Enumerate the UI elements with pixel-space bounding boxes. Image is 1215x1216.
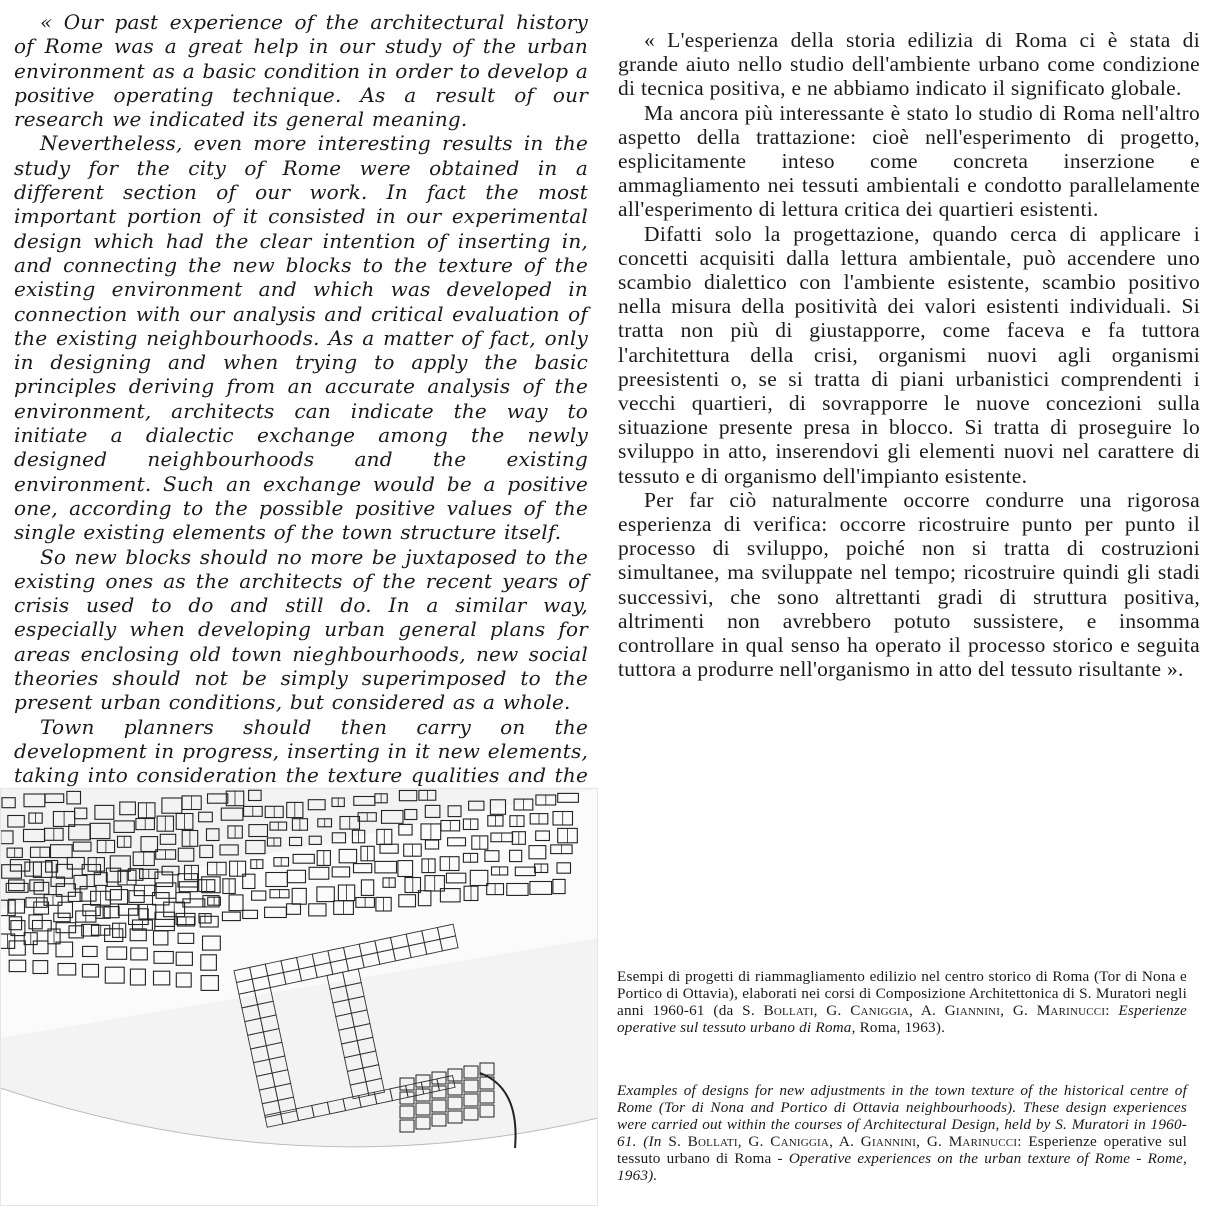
caption-italian-text: Esempi di progetti di riammagliamento edilizio nel centro storico di Roma (Tor di Nona e Portico di Ottavia), elaborati nei corsi di Composizione Architettonica di S. Muratori negli anni 1960-61 (da — [617, 968, 1187, 1019]
caption-italian-tail: , Roma, 1963). — [851, 1019, 946, 1036]
english-paragraph: Town planners should then carry on the development in progress, inserting in it new elements, taking into consideration the texture qualities and the — [14, 714, 588, 788]
caption-english — [617, 1082, 1187, 1184]
english-text-column — [14, 10, 588, 812]
caption-italian-book: Esperienze operative sul tessuto urbano di Roma — [617, 1002, 1187, 1036]
english-paragraph: So new blocks should no more be juxtaposed to the existing ones as the architects of the recent years of crisis used to do and still do. In a similar way, especially when developing urban general plans for areas enclosing old town nieghbourhoods, new social theories should not be simply superimposed to the present urban conditions, but considered as a whole. — [14, 544, 588, 715]
italian-text-column — [618, 28, 1200, 681]
italian-paragraph: « L'esperienza della storia edilizia di Roma ci è stata di grande aiuto nello studio dell'ambiente urbano come condizione di tecnica positiva, e ne abbiamo indicato il significato globale. — [618, 28, 1200, 101]
english-paragraph: « Our past experience of the architectural history of Rome was a great help in our study of the urban environment as a basic condition in order to develop a positive operating technique. As a result of our research we indicated its general meaning. — [14, 10, 588, 132]
urban-plan-drawing-icon — [0, 788, 598, 1206]
urban-plan-figure — [0, 788, 598, 1206]
english-paragraph: Nevertheless, even more interesting results in the study for the city of Rome were obtained in a different section of our work. In fact the most important portion of it consisted in our experimental design which had the clear intention of inserting in, and connecting the new blocks to the texture of the existing environment and which was developed in connection with our analysis and critical evaluation of the existing neighbourhoods. As a matter of fact, only in designing and when trying to apply the basic principles deriving from an accurate analysis of the environment, architects can indicate the way to initiate a dialectic exchange among the newly designed neighbourhoods and the existing environment. Such an exchange would be a positive one, according to the possible positive values of the single existing elements of the town structure itself. — [14, 131, 588, 545]
caption-italian-sep: : — [1105, 1002, 1119, 1019]
caption-english-text: Examples of designs for new adjustments in the town texture of the historical centre of Rome (Tor di Nona and Portico di Ottavia neighbourhoods). These design experiences were carried out within the courses of Architectural Design, held by S. Muratori in 1960-61. (In — [617, 1082, 1187, 1150]
caption-italian-authors: S. Bollati, G. Caniggia, A. Giannini, G. Marinucci — [742, 1002, 1106, 1019]
caption-italian — [617, 968, 1187, 1036]
caption-english-book-it: : Esperienze operative sul tessuto urbano di Roma - — [617, 1133, 1187, 1167]
italian-paragraph: Difatti solo la progettazione, quando cerca di applicare i concetti acquisiti dalla lettura ambientale, può accendere uno scambio dialettico con l'ambiente esistente, scambio positivo nella misura della positività dei valori esistenti individuali. Si tratta non più di giustapporre, come faceva e fa tuttora l'architettura della crisi, organismi nuovi agli organismi preesistenti o, se si tratta di piani urbanistici comprendenti i vecchi quartieri, di sovrapporre le nuove concezioni sulla situazione presente presa in blocco. Si tratta di proseguire lo sviluppo in atto, inserendovi gli elementi nuovi nel carattere di tessuto e di organismo dell'impianto esistente. — [618, 221, 1200, 488]
caption-english-authors: S. Bollati, G. Caniggia, A. Giannini, G. Marinucci — [668, 1133, 1018, 1150]
italian-paragraph: Ma ancora più interessante è stato lo studio di Roma nell'altro aspetto della trattazione: cioè nell'esperimento di progetto, esplicitamente inteso come concreta inserzione e ammagliamento nei tessuti ambientali e condotto parallelamente all'esperimento di lettura critica dei quartieri esistenti. — [618, 100, 1200, 222]
caption-english-book-en: Operative experiences on the urban texture of Rome - Rome, 1963). — [617, 1150, 1187, 1184]
italian-paragraph: Per far ciò naturalmente occorre condurre una rigorosa esperienza di verifica: occorre ricostruire punto per punto il processo di sviluppo, poiché non si tratta di costruzioni simultanee, ma sviluppate nel tempo; ricostruire quindi gli stadi successivi, che sono altrettanti gradi di struttura positiva, altrimenti non avrebbero potuto sussistere, e insomma controllare in qual senso ha operato il processo storico e seguita tuttora a produrre nell'organismo in atto del tessuto risultante ». — [618, 487, 1200, 682]
